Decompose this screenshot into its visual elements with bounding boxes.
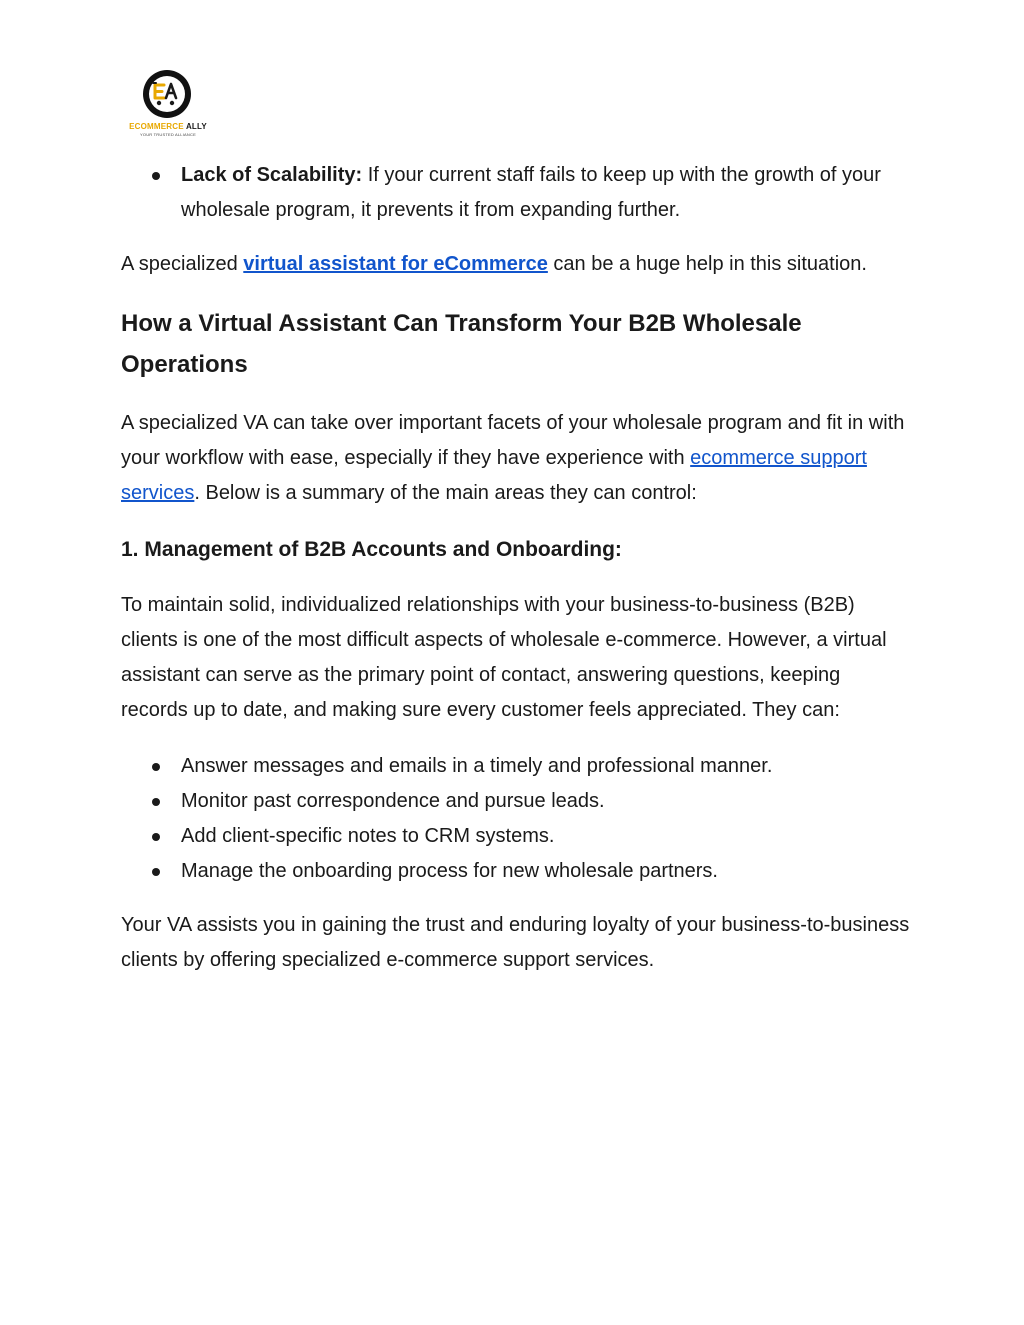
logo-mark [143,70,191,118]
company-logo [128,70,208,140]
cart-logo-icon [152,80,182,108]
document-body [121,158,911,978]
ecommerce-support-link[interactable]: ecommerce support services [121,447,867,504]
scalability-label: Lack of Scalability: [181,164,363,186]
section-heading-management: 1. Management of B2B Accounts and Onboarding: [121,538,622,561]
task-list [121,749,911,889]
closing-paragraph: Your VA assists you in gaining the trust and enduring loyalty of your business-to-business clients by offering specialized e-commerce support services. [121,914,910,971]
section-heading-transform: How a Virtual Assistant Can Transform Your B2B Wholesale Operations [121,310,802,378]
list-item: Add client-specific notes to CRM systems. [121,819,911,854]
virtual-assistant-link[interactable]: virtual assistant for eCommerce [243,253,548,275]
bullet-icon [152,172,160,180]
list-item: Answer messages and emails in a timely and professional manner. [121,749,911,784]
bullet-icon [152,763,160,771]
logo-tagline: YOUR TRUSTED ALLIANCE [140,132,196,137]
relationships-paragraph: To maintain solid, individualized relationships with your business-to-business (B2B) clients is one of the most difficult aspects of wholesale e-commerce. However, a virtual assistant can serve as the primary point of contact, answering questions, keeping records up to date, and making sure every customer feels appreciated. They can: [121,594,887,721]
list-item-scalability [121,158,911,228]
bullet-icon [152,868,160,876]
list-item: Manage the onboarding process for new wholesale partners. [121,854,911,889]
list-item: Monitor past correspondence and pursue leads. [121,784,911,819]
logo-brand-name: ECOMMERCE ALLY [129,122,207,131]
bullet-icon [152,798,160,806]
va-paragraph: A specialized virtual assistant for eCommerce can be a huge help in this situation. [121,253,867,275]
scalability-list [121,158,911,228]
scalability-text: If your current staff fails to keep up with the growth of your wholesale program, it prevents it from expanding further. [181,164,881,221]
takeover-paragraph: A specialized VA can take over important facets of your wholesale program and fit in with your workflow with ease, especially if they have experience with ecommerce support services. Below is a summary of the main areas they can control: [121,412,905,504]
bullet-icon [152,833,160,841]
